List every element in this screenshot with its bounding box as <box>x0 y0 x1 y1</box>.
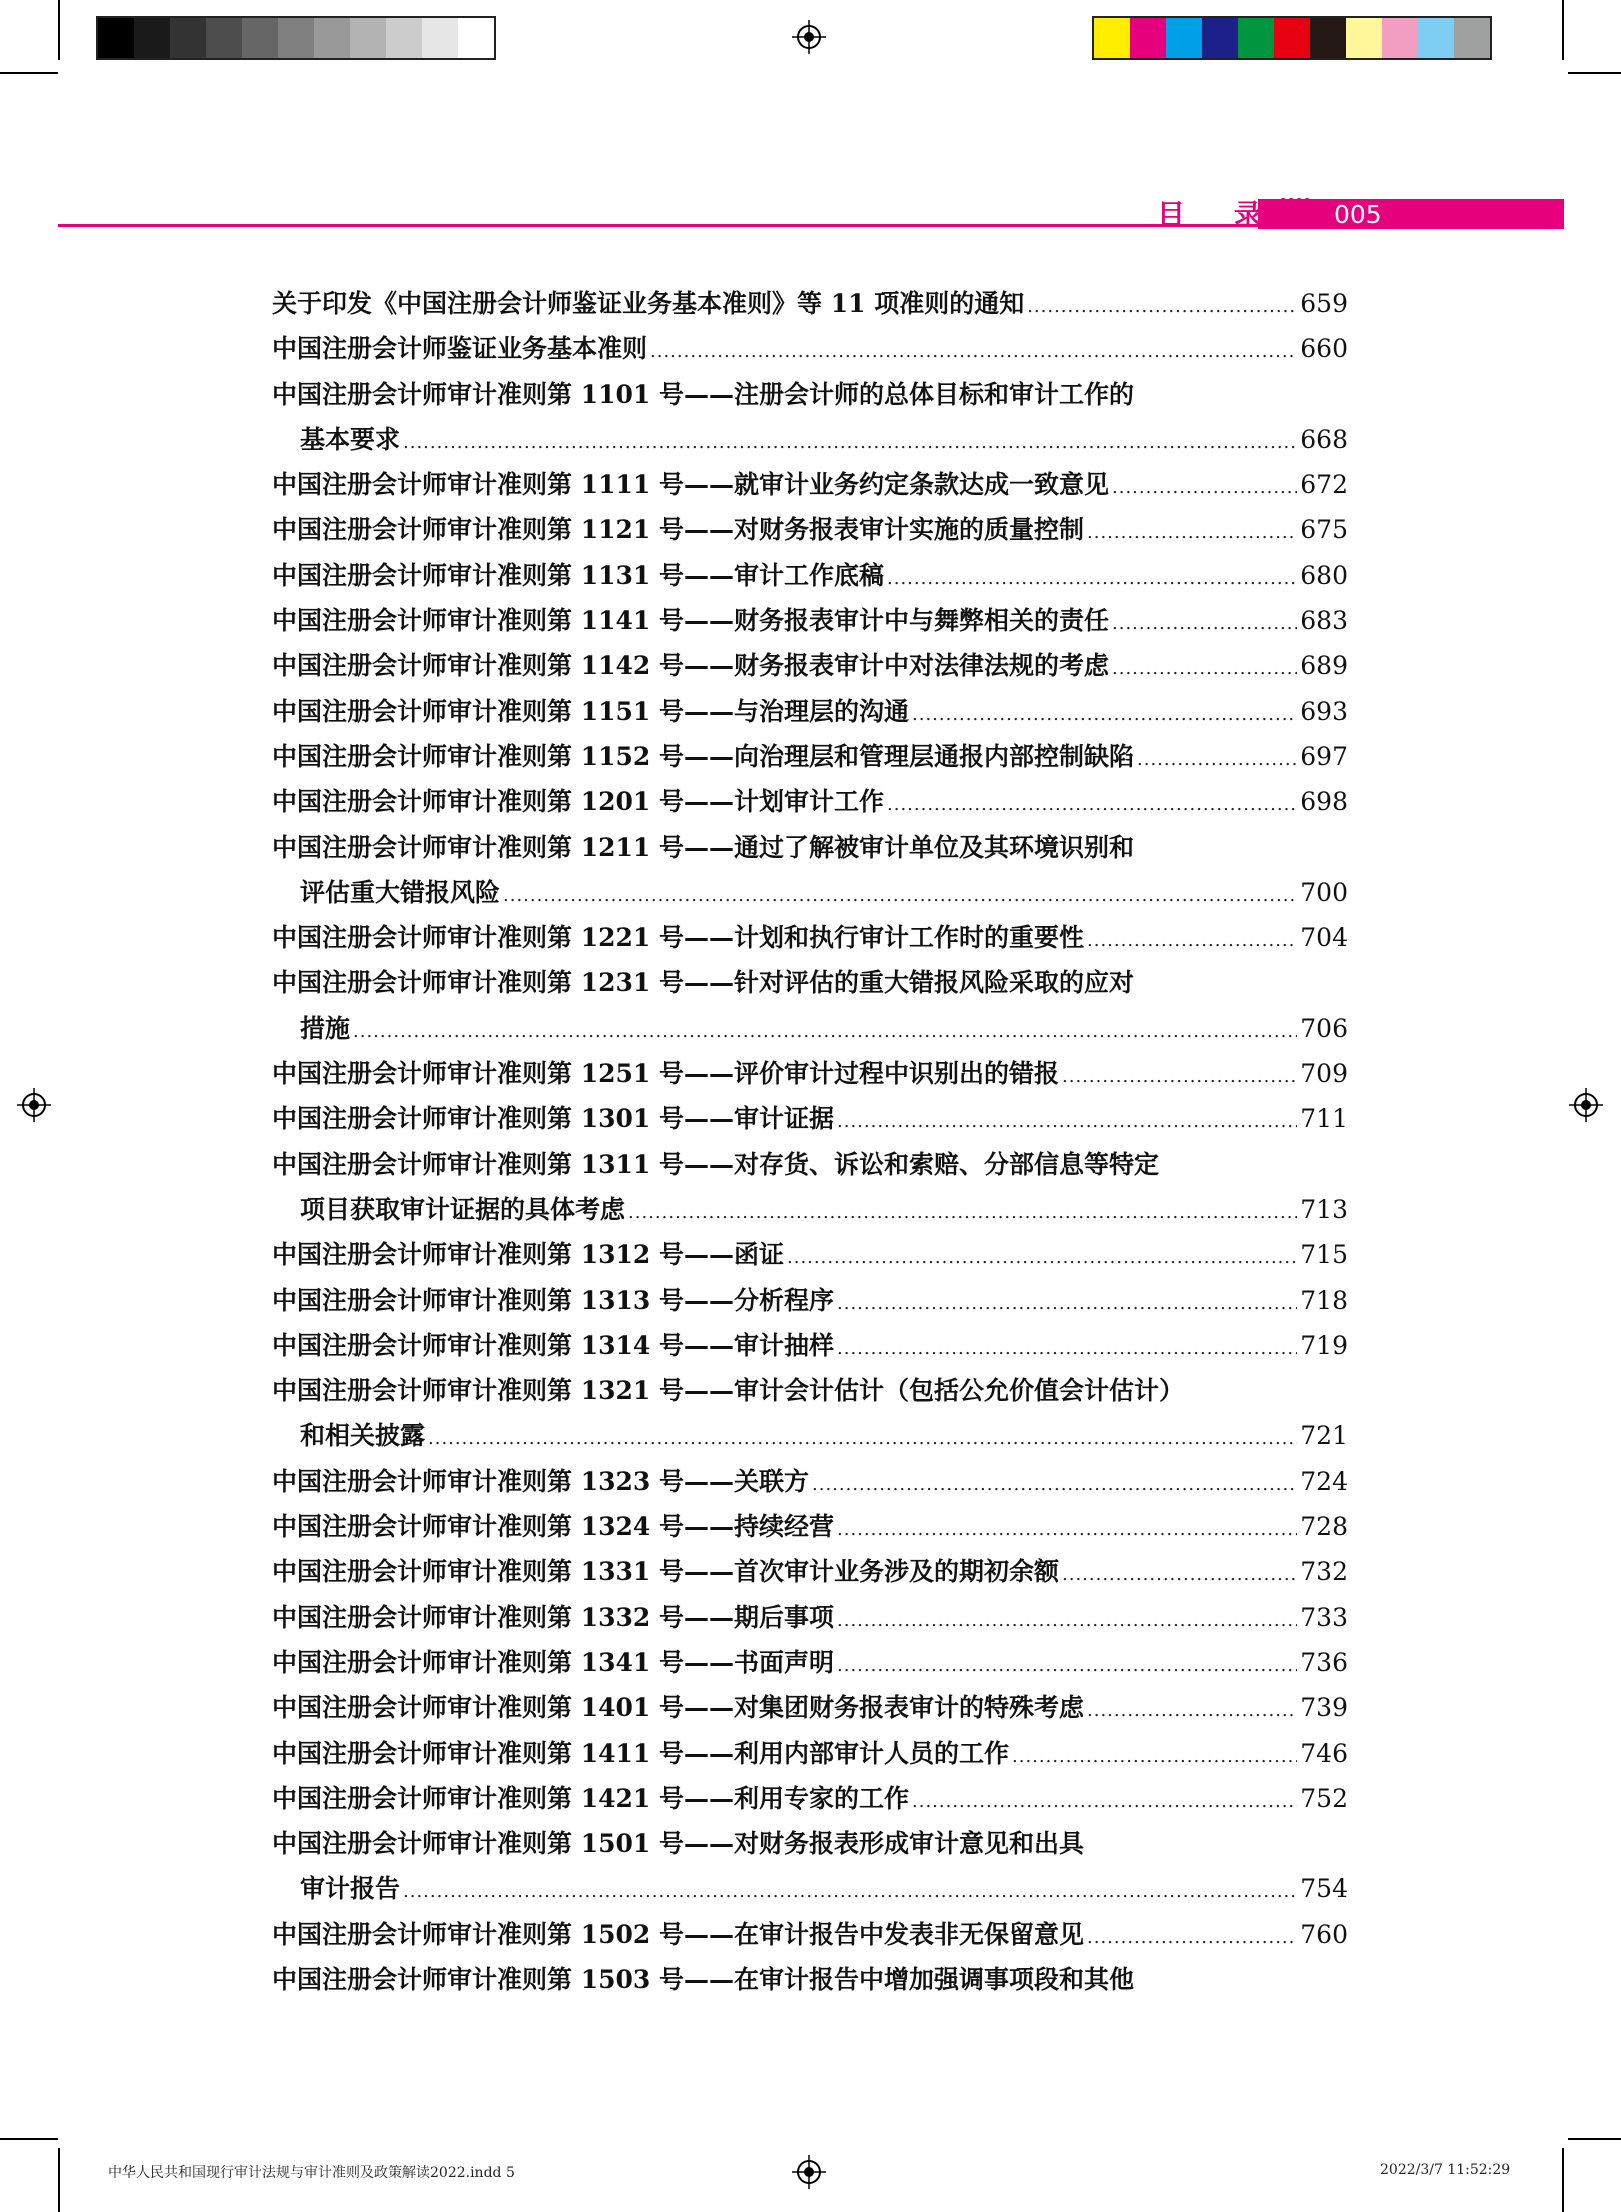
toc-entry-page: 736 <box>1300 1647 1348 1677</box>
toc-entry-page: 700 <box>1300 877 1348 907</box>
toc-entry-title: 中国注册会计师审计准则第 1141 号——财务报表审计中与舞弊相关的责任 <box>272 606 1109 636</box>
dot-leader <box>1027 296 1297 317</box>
toc-entry-title: 中国注册会计师审计准则第 1131 号——审计工作底稿 <box>272 560 884 590</box>
footer-filename: 中华人民共和国现行审计法规与审计准则及政策解读2022.indd 5 <box>108 2165 515 2181</box>
toc-entry <box>272 1915 1348 1960</box>
dot-leader <box>887 568 1297 589</box>
color-patch <box>1346 18 1382 58</box>
toc-entry <box>272 601 1348 646</box>
toc-entry-title: 中国注册会计师审计准则第 1201 号——计划审计工作 <box>272 787 884 817</box>
toc-entry-page: 713 <box>1300 1194 1348 1224</box>
toc-entry-title: 措施 <box>300 1013 351 1043</box>
toc-entry-page: 724 <box>1300 1466 1348 1496</box>
dot-leader <box>887 794 1297 815</box>
toc-entry-page: 689 <box>1300 651 1348 681</box>
toc-entry-title: 中国注册会计师审计准则第 1221 号——计划和执行审计工作时的重要性 <box>272 923 1084 953</box>
dot-leader <box>1062 1564 1297 1585</box>
crop-mark <box>1568 2138 1621 2140</box>
registration-mark-icon <box>792 2155 826 2189</box>
toc-entry-title: 中国注册会计师审计准则第 1421 号——利用专家的工作 <box>272 1783 909 1813</box>
toc-entry-page: 711 <box>1300 1104 1348 1134</box>
color-patch <box>1130 18 1166 58</box>
toc-entry-page: 706 <box>1300 1013 1348 1043</box>
grey-patch <box>206 18 242 58</box>
toc-entry-page: 746 <box>1300 1738 1348 1768</box>
toc-entry <box>272 510 1348 555</box>
toc-entry <box>272 1099 1348 1144</box>
dot-leader <box>1087 522 1297 543</box>
dot-leader <box>1137 749 1297 770</box>
toc-entry-title: 中国注册会计师审计准则第 1121 号——对财务报表审计实施的质量控制 <box>272 515 1084 545</box>
dot-leader <box>503 885 1297 906</box>
dot-leader <box>837 1111 1297 1132</box>
toc-entry <box>272 284 1348 329</box>
page-number: 005 <box>1334 200 1382 229</box>
page-title-char-1: 目 <box>1157 198 1186 231</box>
color-patch <box>1202 18 1238 58</box>
toc-entry-title: 基本要求 <box>300 424 401 454</box>
color-bar <box>1092 16 1492 60</box>
dot-leader <box>837 1293 1297 1314</box>
toc-entry-page: 675 <box>1300 515 1348 545</box>
toc-entry <box>272 873 1348 918</box>
toc-entry <box>272 1507 1348 1552</box>
toc-entry-page: 733 <box>1300 1602 1348 1632</box>
toc-entry <box>272 1688 1348 1733</box>
header-slashes: //// <box>1272 193 1304 228</box>
grey-patch <box>314 18 350 58</box>
toc-entry-page: 719 <box>1300 1330 1348 1360</box>
toc-entry-page: 683 <box>1300 606 1348 636</box>
toc-entry <box>272 1416 1348 1461</box>
toc-entry-page: 754 <box>1300 1874 1348 1904</box>
toc-entry <box>272 1190 1348 1235</box>
toc-entry <box>272 1235 1348 1280</box>
dot-leader <box>1062 1066 1297 1087</box>
toc-entry-page: 709 <box>1300 1059 1348 1089</box>
color-patch <box>1274 18 1310 58</box>
toc-entry-title: 中国注册会计师审计准则第 1312 号——函证 <box>272 1240 784 1270</box>
dot-leader <box>1112 658 1297 679</box>
toc-entry <box>272 1326 1348 1371</box>
dot-leader <box>837 1610 1297 1631</box>
dot-leader <box>428 1428 1297 1449</box>
toc-entry <box>272 1960 1348 2005</box>
toc-entry-page: 732 <box>1300 1557 1348 1587</box>
toc-entry-title: 中国注册会计师审计准则第 1251 号——评价审计过程中识别出的错报 <box>272 1059 1059 1089</box>
toc-entry-title: 中国注册会计师审计准则第 1142 号——财务报表审计中对法律法规的考虑 <box>272 651 1109 681</box>
dot-leader <box>650 341 1297 362</box>
grey-patch <box>386 18 422 58</box>
dot-leader <box>837 1519 1297 1540</box>
crop-mark <box>0 72 58 74</box>
toc-entry-title: 中国注册会计师审计准则第 1151 号——与治理层的沟通 <box>272 696 909 726</box>
greyscale-bar <box>96 16 496 60</box>
toc-entry <box>272 828 1348 873</box>
toc-entry <box>272 646 1348 691</box>
toc-entry <box>272 1824 1348 1869</box>
toc-entry-title: 评估重大错报风险 <box>300 877 501 907</box>
registration-mark-icon <box>792 20 826 54</box>
toc-entry <box>272 737 1348 782</box>
dot-leader <box>912 704 1297 725</box>
toc-entry <box>272 692 1348 737</box>
registration-mark-icon <box>17 1088 51 1122</box>
toc-entry <box>272 329 1348 374</box>
toc-entry-title: 中国注册会计师审计准则第 1503 号——在审计报告中增加强调事项段和其他 <box>272 1964 1134 1994</box>
toc-entry <box>272 918 1348 963</box>
color-patch <box>1310 18 1346 58</box>
toc-entry <box>272 963 1348 1008</box>
color-patch <box>1418 18 1454 58</box>
color-patch <box>1094 18 1130 58</box>
dot-leader <box>1087 1700 1297 1721</box>
toc-entry <box>272 782 1348 827</box>
dot-leader <box>787 1247 1297 1268</box>
toc-entry <box>272 465 1348 510</box>
toc-entry-page: 668 <box>1300 424 1348 454</box>
toc-entry-title: 中国注册会计师审计准则第 1341 号——书面声明 <box>272 1647 834 1677</box>
registration-mark-icon <box>1569 1088 1603 1122</box>
grey-patch <box>98 18 134 58</box>
toc-entry-page: 697 <box>1300 741 1348 771</box>
grey-patch <box>458 18 494 58</box>
toc-entry-page: 721 <box>1300 1421 1348 1451</box>
grey-patch <box>278 18 314 58</box>
toc-entry-page: 704 <box>1300 923 1348 953</box>
toc-entry-title: 审计报告 <box>300 1874 401 1904</box>
toc-entry-page: 698 <box>1300 787 1348 817</box>
crop-mark <box>1562 0 1564 60</box>
toc-entry-title: 中国注册会计师审计准则第 1411 号——利用内部审计人员的工作 <box>272 1738 1009 1768</box>
dot-leader <box>1112 613 1297 634</box>
dot-leader <box>403 432 1297 453</box>
toc-entry <box>272 556 1348 601</box>
dot-leader <box>403 1881 1297 1902</box>
toc-entry <box>272 1552 1348 1597</box>
toc-entry-title: 中国注册会计师审计准则第 1324 号——持续经营 <box>272 1512 834 1542</box>
grey-patch <box>350 18 386 58</box>
table-of-contents <box>272 284 1348 2005</box>
toc-entry-page: 718 <box>1300 1285 1348 1315</box>
toc-entry-title: 中国注册会计师审计准则第 1231 号——针对评估的重大错报风险采取的应对 <box>272 968 1134 998</box>
toc-entry-page: 760 <box>1300 1919 1348 1949</box>
toc-entry-title: 中国注册会计师审计准则第 1311 号——对存货、诉讼和索赔、分部信息等特定 <box>272 1149 1159 1179</box>
dot-leader <box>812 1474 1297 1495</box>
toc-entry-title: 中国注册会计师审计准则第 1152 号——向治理层和管理层通报内部控制缺陷 <box>272 741 1134 771</box>
dot-leader <box>837 1338 1297 1359</box>
toc-entry-title: 中国注册会计师审计准则第 1111 号——就审计业务约定条款达成一致意见 <box>272 470 1109 500</box>
toc-entry <box>272 420 1348 465</box>
toc-entry-title: 关于印发《中国注册会计师鉴证业务基本准则》等 11 项准则的通知 <box>272 289 1025 318</box>
toc-entry-title: 中国注册会计师审计准则第 1211 号——通过了解被审计单位及其环境识别和 <box>272 832 1134 862</box>
toc-entry-page: 739 <box>1300 1693 1348 1723</box>
toc-entry-title: 中国注册会计师审计准则第 1101 号——注册会计师的总体目标和审计工作的 <box>272 379 1134 409</box>
toc-entry <box>272 375 1348 420</box>
toc-entry-page: 715 <box>1300 1240 1348 1270</box>
toc-entry <box>272 1598 1348 1643</box>
dot-leader <box>837 1655 1297 1676</box>
footer-timestamp: 2022/3/7 11:52:29 <box>1380 2162 1511 2178</box>
dot-leader <box>1112 477 1297 498</box>
dot-leader <box>628 1202 1297 1223</box>
toc-entry-title: 中国注册会计师审计准则第 1321 号——审计会计估计（包括公允价值会计估计） <box>272 1376 1184 1406</box>
dot-leader <box>1087 1927 1297 1948</box>
toc-entry-page: 660 <box>1300 334 1348 364</box>
toc-entry-page: 680 <box>1300 560 1348 590</box>
crop-mark <box>0 2138 58 2140</box>
page-title-char-2: 录 <box>1234 198 1263 231</box>
toc-entry-title: 项目获取审计证据的具体考虑 <box>300 1194 626 1224</box>
toc-entry <box>272 1869 1348 1914</box>
color-patch <box>1454 18 1490 58</box>
toc-entry-title: 中国注册会计师审计准则第 1313 号——分析程序 <box>272 1285 834 1315</box>
dot-leader <box>1087 930 1297 951</box>
grey-patch <box>242 18 278 58</box>
toc-entry <box>272 1145 1348 1190</box>
toc-entry-title: 中国注册会计师审计准则第 1332 号——期后事项 <box>272 1602 834 1632</box>
grey-patch <box>422 18 458 58</box>
toc-entry-page: 693 <box>1300 696 1348 726</box>
toc-entry-title: 中国注册会计师鉴证业务基本准则 <box>272 334 648 364</box>
dot-leader <box>353 1021 1297 1042</box>
crop-mark <box>1562 2148 1564 2212</box>
toc-entry-title: 中国注册会计师审计准则第 1502 号——在审计报告中发表非无保留意见 <box>272 1919 1084 1949</box>
color-patch <box>1238 18 1274 58</box>
toc-entry <box>272 1779 1348 1824</box>
toc-entry-title: 中国注册会计师审计准则第 1401 号——对集团财务报表审计的特殊考虑 <box>272 1693 1084 1723</box>
dot-leader <box>1012 1746 1297 1767</box>
toc-entry <box>272 1734 1348 1779</box>
toc-entry-title: 和相关披露 <box>300 1421 426 1451</box>
color-patch <box>1382 18 1418 58</box>
toc-entry-page: 728 <box>1300 1512 1348 1542</box>
crop-mark <box>58 0 60 60</box>
grey-patch <box>134 18 170 58</box>
toc-entry-title: 中国注册会计师审计准则第 1314 号——审计抽样 <box>272 1330 834 1360</box>
crop-mark <box>58 2148 60 2212</box>
toc-entry-title: 中国注册会计师审计准则第 1501 号——对财务报表形成审计意见和出具 <box>272 1829 1084 1859</box>
toc-entry-page: 752 <box>1300 1783 1348 1813</box>
toc-entry-title: 中国注册会计师审计准则第 1323 号——关联方 <box>272 1466 809 1496</box>
grey-patch <box>170 18 206 58</box>
toc-entry <box>272 1054 1348 1099</box>
toc-entry <box>272 1281 1348 1326</box>
dot-leader <box>912 1791 1297 1812</box>
color-patch <box>1166 18 1202 58</box>
toc-entry <box>272 1462 1348 1507</box>
toc-entry <box>272 1643 1348 1688</box>
crop-mark <box>1568 72 1621 74</box>
toc-entry-page: 659 <box>1300 289 1348 318</box>
toc-entry <box>272 1009 1348 1054</box>
toc-entry-title: 中国注册会计师审计准则第 1331 号——首次审计业务涉及的期初余额 <box>272 1557 1059 1587</box>
toc-entry <box>272 1371 1348 1416</box>
toc-entry-title: 中国注册会计师审计准则第 1301 号——审计证据 <box>272 1104 834 1134</box>
toc-entry-page: 672 <box>1300 470 1348 500</box>
